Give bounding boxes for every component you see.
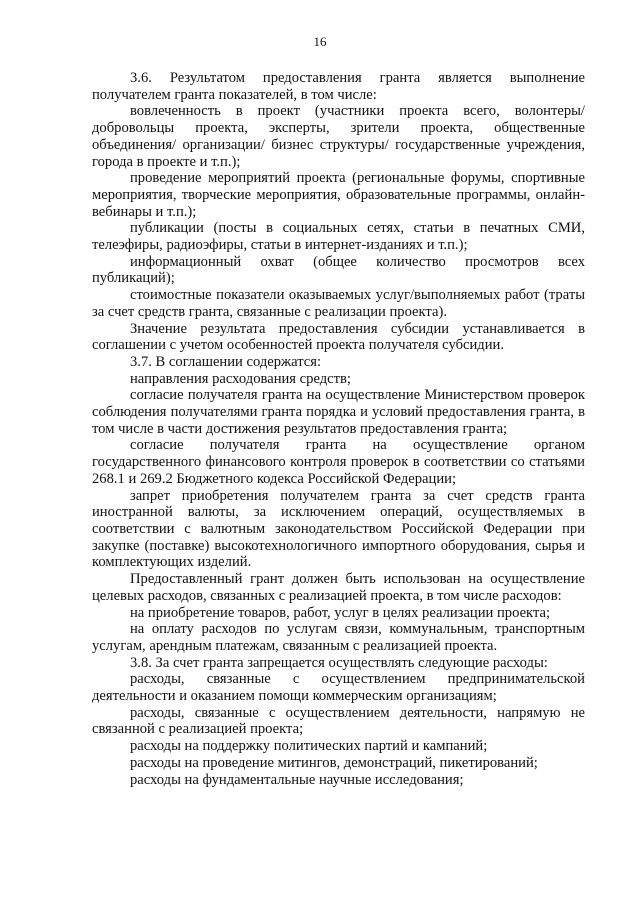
paragraph-3-6: 3.6. Результатом предоставления гранта является выполнение получателем гранта показателей, в том числе: (92, 70, 585, 103)
paragraph: запрет приобретения получателем гранта за счет средств гранта иностранной валюты, за исключением операций, осуществляемых в соответствии с валютным законодательством Российской Федерации при закупке (поставке) высокотехнологичного импортного оборудования, сырья и комплектующих изделий. (92, 487, 585, 571)
paragraph: расходы на проведение митингов, демонстраций, пикетирований; (130, 754, 538, 771)
page-number: 16 (313, 34, 327, 49)
paragraph: стоимостные показатели оказываемых услуг/выполняемых работ (траты за счет средств гранта, связанные с реализации проекта). (92, 287, 585, 320)
paragraph-3-7: 3.7. В соглашении содержатся: (130, 353, 322, 370)
paragraph-3-8: 3.8. За счет гранта запрещается осуществлять следующие расходы: (130, 654, 548, 671)
paragraph: расходы на поддержку политических партий и кампаний; (130, 738, 488, 755)
paragraph: согласие получателя гранта на осуществление органом государственного финансового контроля проверок в соответствии со статьями 268.1 и 269.2 Бюджетного кодекса Российской Федерации; (92, 437, 585, 487)
paragraph: направления расходования средств; (130, 370, 351, 387)
paragraph: вовлеченность в проект (участники проекта всего, волонтеры/добровольцы проекта, эксперты, зрители проекта, общественные объединения/ организации/ бизнес структуры/ государственные учреждения, города в проекте и т.п.); (92, 103, 585, 170)
paragraph: на оплату расходов по услугам связи, коммунальным, транспортным услугам, арендным платежам, связанным с реализацией проекта. (92, 621, 585, 654)
paragraph: информационный охват (общее количество просмотров всех публикаций); (92, 253, 585, 287)
paragraph: Предоставленный грант должен быть использован на осуществление целевых расходов, связанных с реализацией проекта, в том числе расходов: (92, 571, 585, 604)
paragraph: согласие получателя гранта на осуществление Министерством проверок соблюдения получателями гранта порядка и условий предоставления гранта, в том числе в части достижения результатов предоставления гранта; (92, 387, 585, 437)
paragraph: на приобретение товаров, работ, услуг в целях реализации проекта; (130, 604, 551, 621)
paragraph: расходы, связанные с осуществлением деятельности, напрямую не связанной с реализацией проекта; (92, 704, 585, 738)
document-body (92, 70, 585, 788)
paragraph: Значение результата предоставления субсидии устанавливается в соглашении с учетом особенностей проекта получателя субсидии. (92, 320, 585, 354)
paragraph: расходы на фундаментальные научные исследования; (130, 771, 464, 788)
paragraph: проведение мероприятий проекта (региональные форумы, спортивные мероприятия, творческие мероприятия, образовательные программы, онлайн-вебинары и т.п.); (92, 170, 585, 220)
paragraph: публикации (посты в социальных сетях, статьи в печатных СМИ, телеэфиры, радиоэфиры, статьи в интернет-изданиях и т.п.); (92, 220, 585, 254)
paragraph: расходы, связанные с осуществлением предпринимательской деятельности и оказанием помощи коммерческим организациям; (92, 671, 585, 705)
